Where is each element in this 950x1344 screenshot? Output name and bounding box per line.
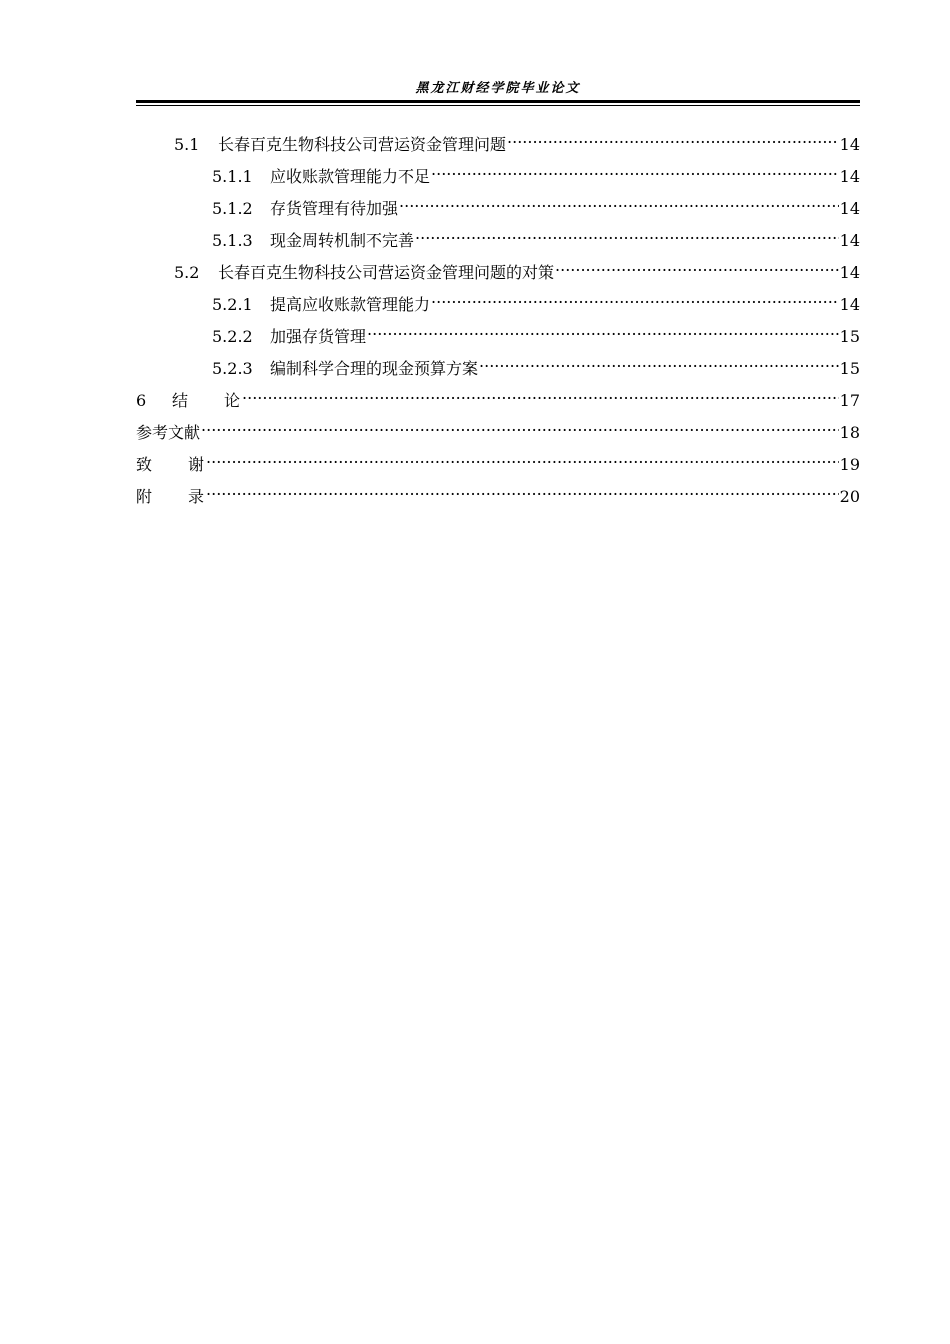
toc-entry-appendix[interactable] — [136, 470, 860, 506]
toc-entry-number: 6 — [136, 391, 147, 410]
toc-entry-title: 致谢 — [136, 455, 241, 474]
toc-leader-dots — [431, 150, 839, 182]
toc-leader-dots — [479, 342, 839, 374]
toc-entry-number: 5.1.3 — [212, 231, 253, 250]
toc-leader-dots — [399, 182, 839, 214]
toc-entry-page: 14 — [839, 135, 860, 154]
toc-entry-title: 长春百克生物科技公司营运资金管理问题的对策 — [218, 263, 555, 282]
toc-entry-title: 提高应收账款管理能力 — [270, 295, 431, 314]
toc-entry-number: 5.2.1 — [212, 295, 253, 314]
toc-entry-title: 编制科学合理的现金预算方案 — [270, 359, 479, 378]
toc-entry-page: 14 — [839, 199, 860, 218]
toc-entry-number: 5.1 — [174, 135, 200, 154]
toc-leader-dots — [555, 246, 839, 278]
toc-leader-dots — [206, 438, 839, 470]
toc-entry-page: 14 — [839, 263, 860, 282]
toc-entry-page: 17 — [839, 391, 860, 410]
toc-entry-number: 5.1.2 — [212, 199, 253, 218]
toc-entry-title: 长春百克生物科技公司营运资金管理问题 — [218, 135, 507, 154]
header-rule-thin — [136, 105, 860, 106]
header-rule-thick — [136, 100, 860, 103]
toc-leader-dots — [431, 278, 839, 310]
toc-entry-title: 加强存货管理 — [270, 327, 367, 346]
table-of-contents — [136, 118, 860, 506]
toc-entry-page: 15 — [839, 327, 860, 346]
toc-entry-references[interactable] — [136, 406, 860, 442]
toc-leader-dots — [206, 470, 839, 502]
toc-entry-title: 存货管理有待加强 — [270, 199, 399, 218]
toc-entry-page: 18 — [839, 423, 860, 442]
toc-entry-page: 14 — [839, 167, 860, 186]
toc-entry-title: 结论 — [172, 391, 277, 410]
toc-entry[interactable] — [136, 118, 860, 154]
toc-entry-page: 19 — [839, 455, 860, 474]
toc-leader-dots — [242, 374, 839, 406]
toc-entry-page: 20 — [839, 487, 860, 506]
toc-entry-number: 5.2.3 — [212, 359, 253, 378]
toc-entry-title: 现金周转机制不完善 — [270, 231, 415, 250]
toc-entry-conclusion[interactable] — [136, 374, 860, 410]
toc-entry-title: 参考文献 — [136, 423, 201, 442]
toc-entry-number: 5.2 — [174, 263, 200, 282]
toc-leader-dots — [415, 214, 839, 246]
toc-entry-acknowledgements[interactable] — [136, 438, 860, 474]
running-header: 黑龙江财经学院毕业论文 — [415, 81, 581, 96]
toc-entry-page: 14 — [839, 231, 860, 250]
toc-leader-dots — [367, 310, 839, 342]
toc-entry-page: 14 — [839, 295, 860, 314]
toc-leader-dots — [507, 118, 839, 150]
toc-entry-number: 5.2.2 — [212, 327, 253, 346]
toc-entry-page: 15 — [839, 359, 860, 378]
toc-entry-title: 附录 — [136, 487, 241, 506]
toc-entry-title: 应收账款管理能力不足 — [270, 167, 431, 186]
toc-entry-number: 5.1.1 — [212, 167, 253, 186]
toc-leader-dots — [201, 406, 839, 438]
